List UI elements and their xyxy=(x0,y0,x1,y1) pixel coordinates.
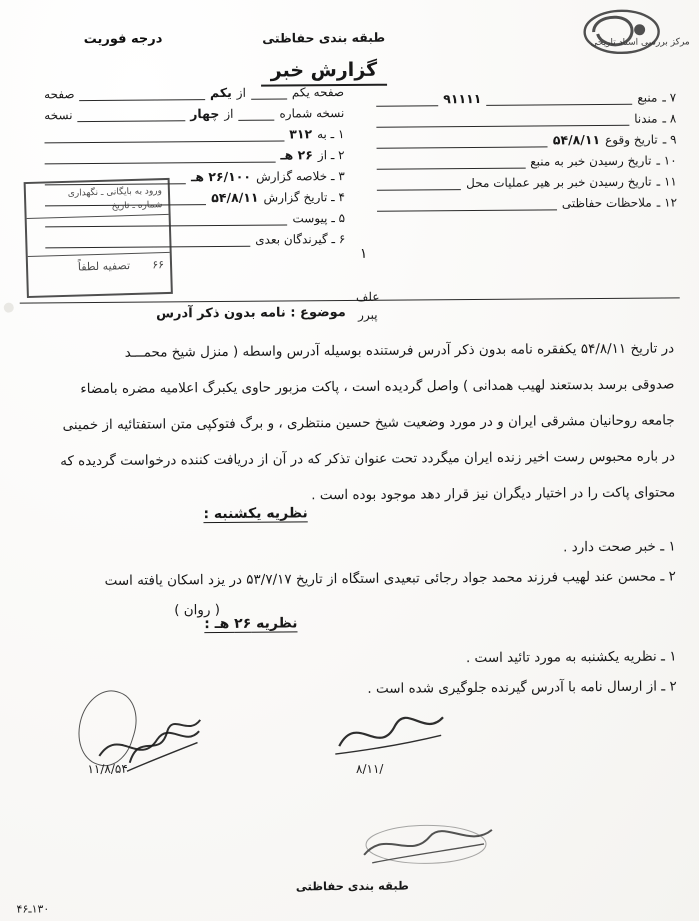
stamp-divider xyxy=(28,214,170,219)
punch-hole xyxy=(5,303,15,313)
field-rule xyxy=(46,151,277,165)
field-label: ۱ ـ به xyxy=(318,127,346,142)
stamp-line-3: تصفیه لطفاً xyxy=(78,259,132,274)
field-copy-number xyxy=(45,99,345,122)
field-security-notes xyxy=(378,188,678,211)
field-value: ۹۱۱۱۱ xyxy=(444,90,483,107)
field-from xyxy=(45,141,345,164)
body-line: صدوقی برسد بدستعند لهیب همدانی ) واصل گردیده است ، پاکت مزبور حاوی یکبرگ اعلامیه مضره بامضاء xyxy=(81,376,676,398)
field-label: ۴ ـ تاریخ گزارش xyxy=(264,190,346,205)
priority-label: درجه فوریت xyxy=(84,31,164,48)
signature-center-date: /۸/۱۱ xyxy=(356,761,385,776)
attachment-note xyxy=(339,288,399,324)
field-reference xyxy=(377,104,677,127)
field-rule xyxy=(377,94,439,106)
field-value: ۲۶/۱۰۰ هـ xyxy=(191,168,253,185)
field-value: ۳۱۲ xyxy=(290,126,314,142)
stamp-code: ۶۶ xyxy=(153,258,166,272)
field-news-reach-source-date xyxy=(378,146,678,169)
field-tail: نسخه xyxy=(45,108,74,123)
field-number: ۷ ـ xyxy=(663,90,678,105)
field-label: ۶ ـ گیرندگان بعدی xyxy=(256,232,347,247)
field-rule xyxy=(378,198,558,211)
field-rule xyxy=(78,109,186,122)
stamp-divider xyxy=(29,252,171,257)
field-label: ۳ ـ خلاصه گزارش xyxy=(256,169,346,184)
logo-caption: مرکز بررسی اسناد تاریخی xyxy=(591,37,691,49)
section-heading: نظریه یکشنبه : xyxy=(204,505,309,523)
field-value: یکم xyxy=(210,84,233,101)
field-label: منبع xyxy=(638,90,659,105)
report-body xyxy=(23,333,676,518)
section-item: ۱ ـ خبر صحت دارد . xyxy=(564,538,677,556)
section-item: ۱ ـ نظریه یکشنبه به مورد تائید است . xyxy=(466,648,678,667)
field-label: نسخه شماره xyxy=(280,106,346,121)
field-label: ۲ ـ از xyxy=(318,148,346,163)
section-heading: نظریه ۲۶ هـ : xyxy=(205,615,299,633)
field-number: ۹ ـ xyxy=(663,132,678,147)
field-number: ۱۲ ـ xyxy=(657,195,679,210)
field-to xyxy=(45,120,345,143)
field-label: صفحه یکم xyxy=(292,85,346,100)
field-value: چهار xyxy=(191,106,221,122)
field-rule xyxy=(81,88,207,101)
signature-right-date: ۱۱/۸/۵۴ xyxy=(88,761,129,777)
field-number: ۱۰ ـ xyxy=(657,153,678,168)
field-rule xyxy=(377,135,548,148)
field-news-reach-office-date xyxy=(378,167,678,190)
field-rule xyxy=(487,93,633,106)
field-label: ۵ ـ پیوست xyxy=(293,211,347,226)
field-number: ۸ ـ xyxy=(663,111,678,126)
archive-stamp-box xyxy=(25,178,174,298)
classification-label: طبقه بندی حفاظتی xyxy=(263,29,387,46)
field-label: مندنا xyxy=(635,111,659,126)
field-value: ۵۴/۸/۱۱ xyxy=(553,132,602,148)
subject-line: موضوع : نامه بدون ذکر آدرس xyxy=(157,305,347,322)
page-title: گزارش خبر xyxy=(271,58,379,82)
body-line: در باره محبوس رست اخیر زنده ایران میگردد تحت عنوان تذکر که در آن از دریافت کننده درخواست گردیده که xyxy=(61,448,677,470)
office-round-stamp xyxy=(353,820,503,869)
field-mid: از xyxy=(237,85,247,100)
field-label: ملاحظات حفاظتی xyxy=(562,195,653,211)
body-line: محتوای پاکت را در اختیار دیگران نیز قرار دهد موجود بوده است . xyxy=(312,484,677,504)
field-value: ۵۴/۸/۱۱ xyxy=(212,189,260,206)
field-event-date xyxy=(377,125,677,148)
attachment-line-2: پبرر xyxy=(359,307,379,322)
page-mark: ۱ xyxy=(360,245,369,262)
field-label: تاریخ رسیدن خبر به منبع xyxy=(531,153,653,169)
field-number: ۱۱ ـ xyxy=(657,174,678,189)
opinion-section-two xyxy=(25,605,678,706)
footer-classification: طبقه بندی حفاظتی xyxy=(296,878,410,894)
field-rule xyxy=(239,109,275,121)
field-page-number xyxy=(45,78,345,101)
section-item: ( روان ) xyxy=(175,602,222,619)
body-line: در تاریخ ۵۴/۸/۱۱ یکفقره نامه بدون ذکر آدرس فرستنده بوسیله آدرس واسطه ( منزل شیخ محمـــد xyxy=(125,340,676,361)
field-value: ۲۶ هـ xyxy=(281,147,314,163)
field-rule xyxy=(252,87,288,99)
field-rule xyxy=(377,114,630,128)
signature-center xyxy=(330,705,450,768)
form-fields-left xyxy=(377,83,678,211)
field-tail: صفحه xyxy=(45,87,76,102)
field-rule xyxy=(378,178,462,191)
stamp-line-1: ورود به بایگانی ـ نگهداری xyxy=(68,186,164,199)
body-line: جامعه روحانیان مشرقی ایران و در مورد وضعیت شیخ حسین منتظری ، و برگ فتوکپی متن استفتائیه از خمینی xyxy=(63,412,676,434)
section-item: ۲ ـ از ارسال نامه با آدرس گیرنده جلوگیری شده است . xyxy=(368,678,678,697)
section-item: ۲ ـ محسن عند لهیب فرزند محمد جواد رجائی تبعیدی استگاه از تاریخ ۵۳/۷/۱۷ در یزد اسکان یافته است xyxy=(105,568,677,589)
field-rule xyxy=(378,157,527,170)
field-rule xyxy=(45,129,285,143)
field-label: تاریخ وقوع xyxy=(606,132,659,147)
field-source xyxy=(377,83,677,106)
stamp-line-2: شماره ـ تاریخ xyxy=(112,200,164,212)
attachment-line-1: علف xyxy=(356,289,381,304)
field-mid: از xyxy=(225,106,235,121)
footer-form-code: ۱۳۰ـ۴۶ xyxy=(17,902,51,916)
field-label: تاریخ رسیدن خبر بر هیر عملیات محل xyxy=(467,174,653,191)
